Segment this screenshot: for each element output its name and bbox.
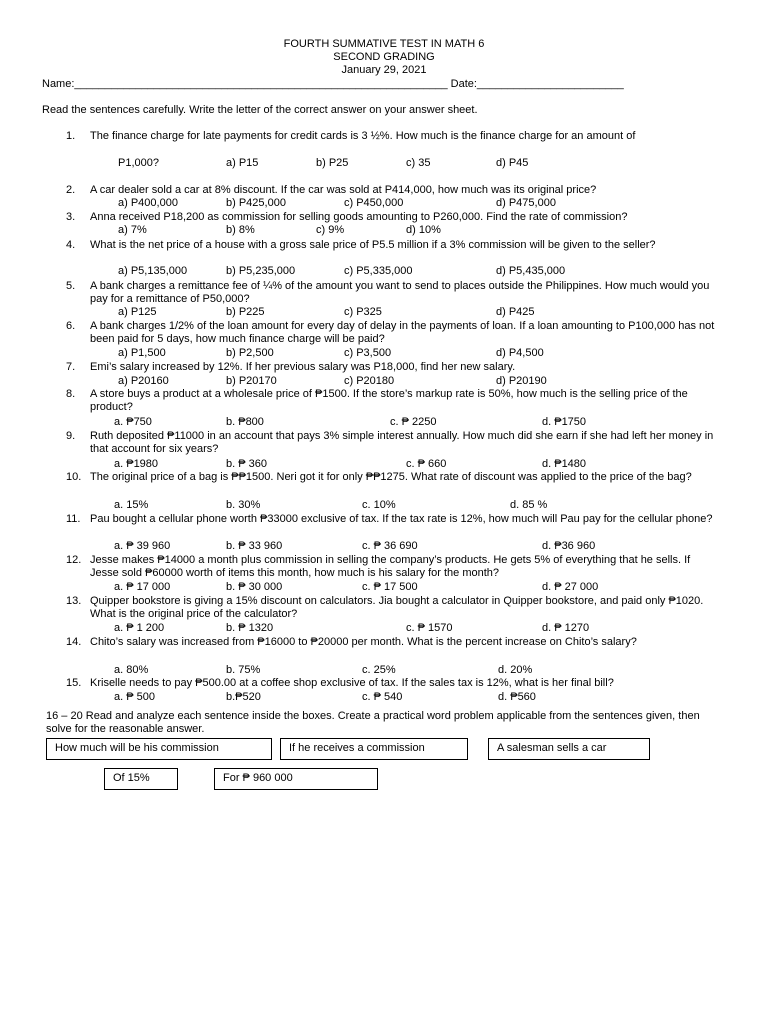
question-stem: Jesse makes ₱14000 a month plus commission in selling the company’s products. He gets 5% of everything that he sells. If Jesse sold ₱60000 worth of items this month, how much is his salary for the month? (90, 554, 691, 579)
question-2 (66, 184, 716, 197)
question-number: 6. (66, 320, 76, 332)
option-c: c. ₱ 36 690 (362, 540, 418, 552)
option-a: a. ₱ 39 960 (114, 540, 171, 552)
option-b: b.₱520 (226, 691, 261, 703)
question-number: 5. (66, 280, 76, 292)
option-d: d. ₱560 (498, 691, 536, 703)
question-stem: The original price of a bag is ₱₱1500. Neri got it for only ₱₱1275. What rate of discount was applied to the price of the bag? (90, 471, 692, 483)
sentence-box-price: For ₱ 960 000 (214, 768, 378, 790)
question-number: 8. (66, 388, 76, 400)
question-stem-continued: P1,000? (118, 157, 159, 169)
option-b: b) P2,500 (226, 347, 274, 359)
question-8 (66, 388, 716, 414)
option-c: c) P3,500 (344, 347, 392, 359)
option-c: c) 9% (316, 224, 345, 236)
option-c: c. ₱ 540 (362, 691, 403, 703)
grading-period: SECOND GRADING (333, 51, 435, 63)
question-4 (66, 239, 716, 252)
option-c: c) 35 (406, 157, 431, 169)
question-stem: What is the net price of a house with a gross sale price of P5.5 million if a 3% commission will be given to the seller? (90, 239, 656, 251)
option-b: b. ₱ 360 (226, 458, 267, 470)
question-number: 15. (66, 677, 82, 689)
option-a: a) P20160 (118, 375, 169, 387)
option-a: a. 80% (114, 664, 149, 676)
question-stem: Chito’s salary was increased from ₱16000 to ₱20000 per month. What is the percent increase on Chito’s salary? (90, 636, 637, 648)
option-b: b) P5,235,000 (226, 265, 296, 277)
question-5 (66, 280, 716, 306)
option-c: c. 10% (362, 499, 396, 511)
option-a: a) P400,000 (118, 197, 178, 209)
option-b: b. ₱ 30 000 (226, 581, 283, 593)
question-number: 11. (66, 513, 81, 525)
option-b: b) P25 (316, 157, 349, 169)
question-stem: Quipper bookstore is giving a 15% discount on calculators. Jia bought a calculator in Quipper bookstore, and paid only ₱1020. What is the original price of the calculator? (90, 595, 704, 620)
option-b: b) 8% (226, 224, 255, 236)
option-c: c. 25% (362, 664, 396, 676)
sentence-box-rate: Of 15% (104, 768, 178, 790)
option-a: a) P125 (118, 306, 157, 318)
option-a: a. 15% (114, 499, 149, 511)
option-d: d) P425 (496, 306, 535, 318)
question-stem: Ruth deposited ₱11000 in an account that pays 3% simple interest annually. How much did she earn if she had left her money in that account for six years? (90, 430, 714, 455)
option-b: b. ₱800 (226, 416, 264, 428)
question-number: 12. (66, 554, 82, 566)
question-number: 4. (66, 239, 76, 251)
option-d: d) P5,435,000 (496, 265, 566, 277)
option-a: a. ₱ 500 (114, 691, 155, 703)
question-number: 9. (66, 430, 76, 442)
option-b: b. 75% (226, 664, 261, 676)
option-d: d. ₱ 27 000 (542, 581, 599, 593)
sentence-box-commission-question: How much will be his commission (46, 738, 272, 760)
option-d: d. 85 % (510, 499, 548, 511)
option-c: c. ₱ 2250 (390, 416, 437, 428)
question-stem: Emi’s salary increased by 12%. If her previous salary was P18,000, find her new salary. (90, 361, 516, 373)
option-a: a) P1,500 (118, 347, 166, 359)
sentence-box-salesman: A salesman sells a car (488, 738, 650, 760)
question-3 (66, 211, 716, 224)
option-c: c. ₱ 1570 (406, 622, 453, 634)
question-number: 2. (66, 184, 76, 196)
question-stem: A bank charges a remittance fee of ¼% of the amount you want to send to places outside the Philippines. How much would you pay for a remittance of P50,000? (90, 280, 710, 305)
section-16-20-instructions: 16 – 20 Read and analyze each sentence inside the boxes. Create a practical word problem applicable from the sentences given, then solve for the reasonable answer. (46, 710, 700, 735)
option-b: b. ₱ 33 960 (226, 540, 283, 552)
name-date-line: Name:_____________________________________________________________ Date:________________________ (42, 78, 624, 90)
option-d: d) P45 (496, 157, 529, 169)
option-a: a) P5,135,000 (118, 265, 188, 277)
question-number: 7. (66, 361, 76, 373)
test-date: January 29, 2021 (341, 64, 427, 76)
question-number: 3. (66, 211, 76, 223)
option-c: c) P450,000 (344, 197, 404, 209)
test-title: FOURTH SUMMATIVE TEST IN MATH 6 (283, 38, 485, 50)
question-12 (66, 554, 716, 580)
option-b: b. 30% (226, 499, 261, 511)
option-d: d. ₱1750 (542, 416, 587, 428)
question-stem: The finance charge for late payments for credit cards is 3 ½%. How much is the finance charge for an amount of (90, 130, 636, 142)
option-b: b) P225 (226, 306, 265, 318)
option-b: b) P425,000 (226, 197, 286, 209)
option-d: d) P4,500 (496, 347, 544, 359)
option-a: a. ₱750 (114, 416, 152, 428)
option-a: a. ₱ 1 200 (114, 622, 165, 634)
question-stem: A car dealer sold a car at 8% discount. If the car was sold at P414,000, how much was its original price? (90, 184, 597, 196)
instructions: Read the sentences carefully. Write the letter of the correct answer on your answer sheet. (42, 104, 478, 116)
option-d: d. ₱1480 (542, 458, 587, 470)
question-stem: Pau bought a cellular phone worth ₱33000 exclusive of tax. If the tax rate is 12%, how much will Pau pay for the cellular phone? (90, 513, 713, 525)
question-number: 13. (66, 595, 82, 607)
question-7 (66, 361, 716, 374)
option-c: c) P20180 (344, 375, 395, 387)
question-stem: Anna received P18,200 as commission for selling goods amounting to P260,000. Find the rate of commission? (90, 211, 628, 223)
option-c: c) P5,335,000 (344, 265, 413, 277)
question-number: 10. (66, 471, 82, 483)
question-stem: A bank charges 1/2% of the loan amount for every day of delay in the payments of loan. If a loan amounting to P100,000 has not been paid for 5 days, how much finance charge will be paid? (90, 320, 715, 345)
option-d: d. 20% (498, 664, 533, 676)
question-11 (66, 513, 716, 526)
option-c: c. ₱ 660 (406, 458, 447, 470)
question-number: 1. (66, 130, 76, 142)
option-c: c. ₱ 17 500 (362, 581, 418, 593)
option-a: a. ₱ 17 000 (114, 581, 171, 593)
option-d: d) P20190 (496, 375, 547, 387)
option-d: d. ₱36 960 (542, 540, 596, 552)
option-d: d) 10% (406, 224, 441, 236)
question-9 (66, 430, 716, 456)
option-d: d) P475,000 (496, 197, 556, 209)
question-6 (66, 320, 716, 346)
question-10 (66, 471, 716, 484)
option-b: b. ₱ 1320 (226, 622, 274, 634)
question-13 (66, 595, 716, 621)
question-15 (66, 677, 716, 690)
sentence-box-receives-commission: If he receives a commission (280, 738, 468, 760)
option-a: a. ₱1980 (114, 458, 159, 470)
option-a: a) 7% (118, 224, 147, 236)
question-14 (66, 636, 716, 649)
question-stem: Kriselle needs to pay ₱500.00 at a coffee shop exclusive of tax. If the sales tax is 12%, what is her final bill? (90, 677, 614, 689)
question-stem: A store buys a product at a wholesale price of ₱1500. If the store’s markup rate is 50%, how much is the selling price of the product? (90, 388, 688, 413)
option-c: c) P325 (344, 306, 382, 318)
option-d: d. ₱ 1270 (542, 622, 590, 634)
option-a: a) P15 (226, 157, 259, 169)
option-b: b) P20170 (226, 375, 277, 387)
question-number: 14. (66, 636, 82, 648)
question-1 (66, 130, 716, 143)
